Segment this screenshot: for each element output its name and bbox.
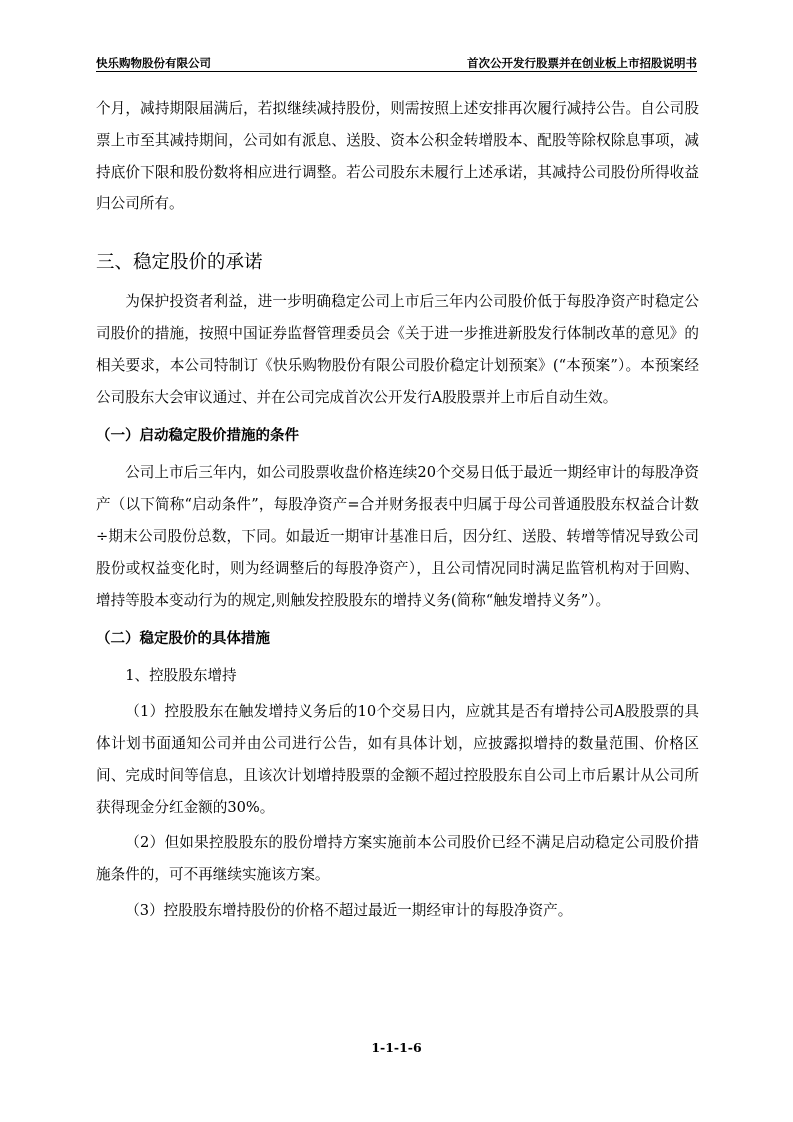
paragraph-conditions: 公司上市后三年内，如公司股票收盘价格连续20个交易日低于最近一期经审计的每股净资产（以下简称“启动条件”，每股净资产=合并财务报表中归属于母公司普通股股东权益合计数÷期末公司股份总数，下同。如最近一期审计基准日后，因分红、送股、转增等情况导致公司股份或权益变化时，则为经调整后的每股净资产），且公司情况同时满足监管机构对于回购、增持等股本变动行为的规定,则触发控股股东的增持义务(简称“触发增持义务”）。 xyxy=(96,464,699,609)
paragraph-intro: 为保护投资者利益，进一步明确稳定公司上市后三年内公司股价低于每股净资产时稳定公司股价的措施，按照中国证券监督管理委员会《关于进一步推进新股发行体制改革的意见》的相关要求，本公司特制订《快乐购物股份有限公司股价稳定计划预案》(“本预案”）。本预案经公司股东大会审议通过、并在公司完成首次公开发行A股股票并上市后自动生效。 xyxy=(96,293,699,406)
subsection-heading-conditions: （一）启动稳定股价措施的条件 xyxy=(96,428,299,445)
list-item-controlling-shareholder: 1、控股股东增持 xyxy=(125,667,237,685)
page-header xyxy=(96,51,697,72)
header-document-title: 首次公开发行股票并在创业板上市招股说明书 xyxy=(467,56,697,70)
section-heading-stabilize-price: 三、稳定股价的承诺 xyxy=(96,252,263,274)
header-company-name: 快乐购物股份有限公司 xyxy=(96,56,211,70)
paragraph-measure-1: （1）控股股东在触发增持义务后的10个交易日内，应就其是否有增持公司A股股票的具体计划书面通知公司并由公司进行公告，如有具体计划，应披露拟增持的数量范围、价格区间、完成时间等信息，且该次计划增持股票的金额不超过控股股东自公司上市后累计从公司所获得现金分红金额的30%。 xyxy=(96,703,699,816)
paragraph-continuation: 个月，减持期限届满后，若拟继续减持股份，则需按照上述安排再次履行减持公告。自公司股票上市至其减持期间，公司如有派息、送股、资本公积金转增股本、配股等除权除息事项，减持底价下限和股份数将相应进行调整。若公司股东未履行上述承诺，其减持公司股份所得收益归公司所有。 xyxy=(96,100,699,213)
page-number: 1-1-1-6 xyxy=(371,1040,422,1055)
paragraph-measure-3: （3）控股股东增持股份的价格不超过最近一期经审计的每股净资产。 xyxy=(125,901,573,919)
page-body xyxy=(96,93,699,927)
subsection-heading-measures: （二）稳定股价的具体措施 xyxy=(96,631,270,648)
paragraph-measure-2: （2）但如果控股股东的股份增持方案实施前本公司股价已经不满足启动稳定公司股价措施条件的，可不再继续实施该方案。 xyxy=(96,834,699,884)
